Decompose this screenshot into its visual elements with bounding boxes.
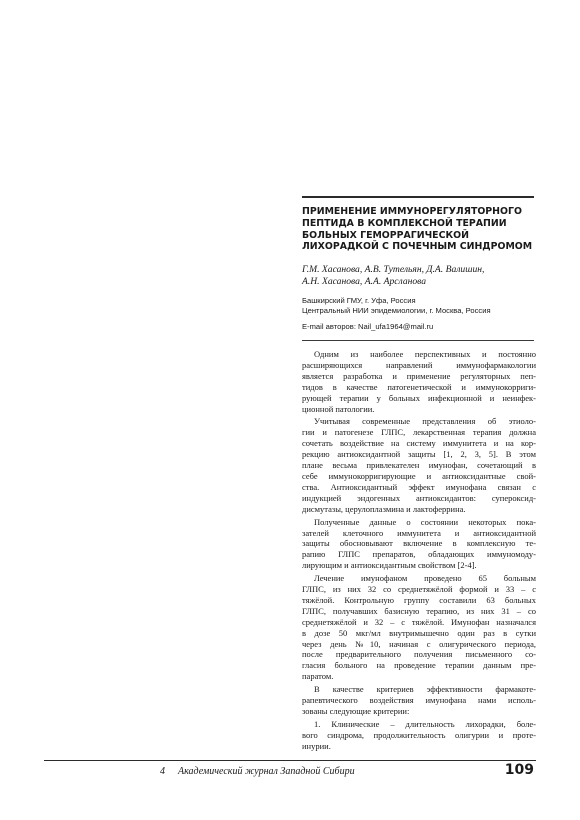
body-line: плане весьма привлекателен имунофан, сочетающий в: [302, 460, 536, 471]
body-line: ционной патологии.: [302, 403, 375, 414]
body-paragraph: [302, 573, 536, 682]
body-paragraph: [302, 349, 536, 414]
title-top-rule: [302, 196, 534, 198]
title-line: БОЛЬНЫХ ГЕМОРРАГИЧЕСКОЙ: [302, 229, 469, 241]
body-line: после предварительного получения письменного со-: [302, 649, 536, 660]
body-line: гии и патогенезе ГЛПС, лекарственная терапия должна: [302, 427, 536, 438]
body-line: среднетяжёлой и 32 – с тяжёлой. Имунофан назначался: [302, 616, 536, 627]
body-line: является разработка и применение регуляторных пеп-: [302, 370, 536, 381]
article-body: [302, 349, 536, 754]
body-line: сочетать воздействие на систему иммунитета и на кор-: [302, 438, 536, 449]
author-list: [302, 264, 536, 288]
page-footer: [44, 764, 536, 784]
body-line: тяжёлой. Контрольную группу составили 63 больных: [302, 594, 536, 605]
body-line: расширяющихся направлений иммунофармакологии: [302, 359, 536, 370]
body-line: дисмутазы, церулоплазмина и лактоферрина.: [302, 503, 466, 514]
article-title: [302, 206, 536, 253]
affiliations: [302, 296, 536, 317]
affiliation-line: Башкирский ГМУ, г. Уфа, Россия: [302, 296, 416, 305]
body-line: Полученные данные о состоянии некоторых пока-: [314, 516, 536, 527]
body-line: через день №10, начиная с олигурического периода,: [302, 638, 536, 649]
body-line: ства. Антиоксидантный эффект имунофана связан с: [302, 481, 536, 492]
body-line: индукцией эндогенных антиоксидантов: супероксид-: [302, 492, 536, 503]
body-paragraph: [302, 416, 536, 514]
body-line: 1. Клинические – длительность лихорадки, боле-: [314, 718, 536, 729]
body-line: Лечение имунофаном проведено 65 больным: [314, 573, 536, 584]
body-line: инурии.: [302, 740, 331, 751]
body-line: паратом.: [302, 671, 334, 682]
body-line: Учитывая современные представления об этиоло-: [314, 416, 536, 427]
journal-name: Академический журнал Западной Сибири: [178, 766, 355, 777]
body-line: рапевтического воздействия имунофана нами исполь-: [302, 695, 536, 706]
body-line: вого синдрома, продолжительность олигурии и проте-: [302, 729, 536, 740]
body-line: ГЛПС, получавших базисную терапию, из них 31 – со: [302, 605, 536, 616]
page-number: 109: [504, 762, 534, 778]
footer-rule: [44, 760, 536, 761]
title-line: ЛИХОРАДКОЙ С ПОЧЕЧНЫМ СИНДРОМОМ: [302, 241, 533, 253]
author-email: E-mail авторов: Nail_ufa1964@mail.ru: [302, 322, 434, 331]
body-line: лирующим и антиоксидантным свойством [2-4].: [302, 560, 477, 571]
author-line: А.Н. Хасанова, А.А. Арсланова: [302, 276, 427, 287]
title-line: ПЕПТИДА В КОМПЛЕКСНОЙ ТЕРАПИИ: [302, 217, 507, 229]
body-line: зателей клеточного иммунитета и антиоксидантной: [302, 527, 536, 538]
body-line: В качестве критериев эффективности фармакоте-: [314, 684, 536, 695]
body-line: рапию ГЛПС препаратов, обладающих иммуномоду-: [302, 549, 536, 560]
author-line: Г.М. Хасанова, А.В. Тутельян, Д.А. Валишин,: [302, 264, 485, 275]
body-line: Одним из наиболее перспективных и постоянно: [314, 349, 536, 359]
body-line: ГЛПС, из них 32 со среднетяжёлой формой и 33 – с: [302, 584, 536, 595]
body-line: гласия больного на проведение терапии данным пре-: [302, 660, 536, 671]
body-line: зованы следующие критерии:: [302, 706, 410, 716]
body-line: тидов в качестве патогенетической и иммунокорриги-: [302, 381, 536, 392]
title-line: ПРИМЕНЕНИЕ ИММУНОРЕГУЛЯТОРНОГО: [302, 206, 522, 217]
header-bottom-rule: [302, 340, 534, 341]
body-paragraph: [302, 719, 536, 752]
body-paragraph: [302, 684, 536, 717]
body-line: рекцию антиоксидантной защиты [1, 2, 3, 5]. В этом: [302, 449, 536, 460]
body-line: защиты обосновывают включение в комплексную те-: [302, 538, 536, 549]
issue-number: 4: [160, 766, 165, 777]
body-paragraph: [302, 517, 536, 572]
body-line: рующей терапии у больных инфекционной и неинфек-: [302, 392, 536, 403]
affiliation-line: Центральный НИИ эпидемиологии, г. Москва, Россия: [302, 306, 491, 316]
body-line: в дозе 50 мкг/мл внутримышечно один раз в сутки: [302, 627, 536, 638]
body-line: себе иммунокорригирующие и антиоксидантные свой-: [302, 470, 536, 481]
